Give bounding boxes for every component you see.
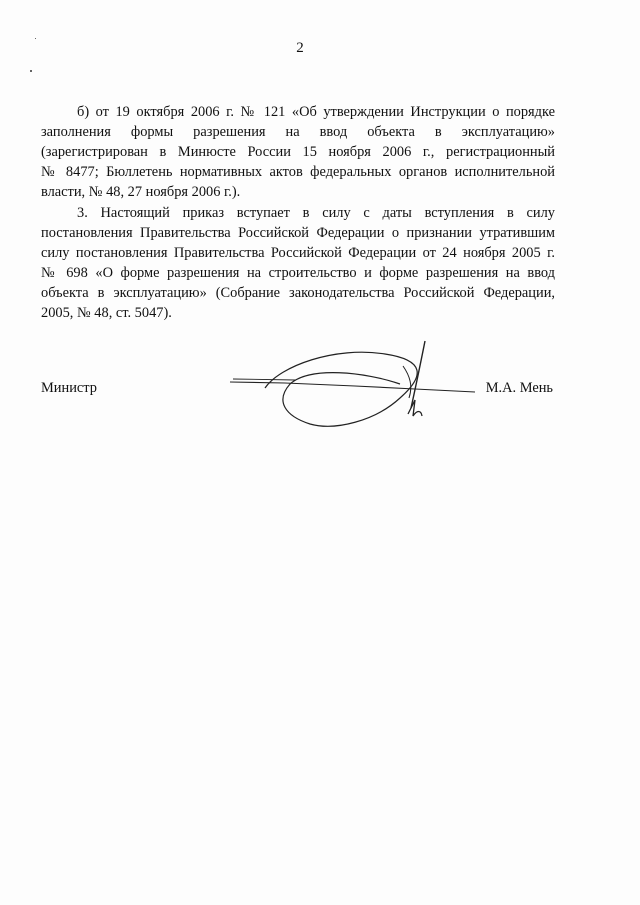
paragraph-b xyxy=(41,102,555,202)
paragraph-line: объекта в эксплуатацию» (Собрание законодательства Российской Федерации, xyxy=(41,285,555,301)
signatory-name: М.А. Мень xyxy=(485,380,553,396)
handwritten-signature xyxy=(225,336,485,436)
paragraph-line: постановления Правительства Российской Федерации о признании утратившим xyxy=(41,225,555,241)
paragraph-3 xyxy=(41,203,555,323)
paragraph-line: власти, № 48, 27 ноября 2006 г.). xyxy=(41,184,241,200)
paragraph-line: 3. Настоящий приказ вступает в силу с даты вступления в силу xyxy=(77,205,555,221)
paragraph-line: № 698 «О форме разрешения на строительство и форме разрешения на ввод xyxy=(41,265,555,281)
paragraph-line: б) от 19 октября 2006 г. № 121 «Об утверждении Инструкции о порядке xyxy=(77,104,555,120)
scan-speck xyxy=(35,38,36,39)
paragraph-line: № 8477; Бюллетень нормативных актов федеральных органов исполнительной xyxy=(41,164,555,180)
page-number: 2 xyxy=(296,40,304,56)
signatory-title: Министр xyxy=(41,380,97,396)
paragraph-line: силу постановления Правительства Российской Федерации от 24 ноября 2005 г. xyxy=(41,245,555,261)
paragraph-line: 2005, № 48, ст. 5047). xyxy=(41,305,172,321)
scan-speck xyxy=(30,70,32,72)
paragraph-line: (зарегистрирован в Минюсте России 15 ноября 2006 г., регистрационный xyxy=(41,144,555,160)
paragraph-line: заполнения формы разрешения на ввод объекта в эксплуатацию» xyxy=(41,124,555,140)
